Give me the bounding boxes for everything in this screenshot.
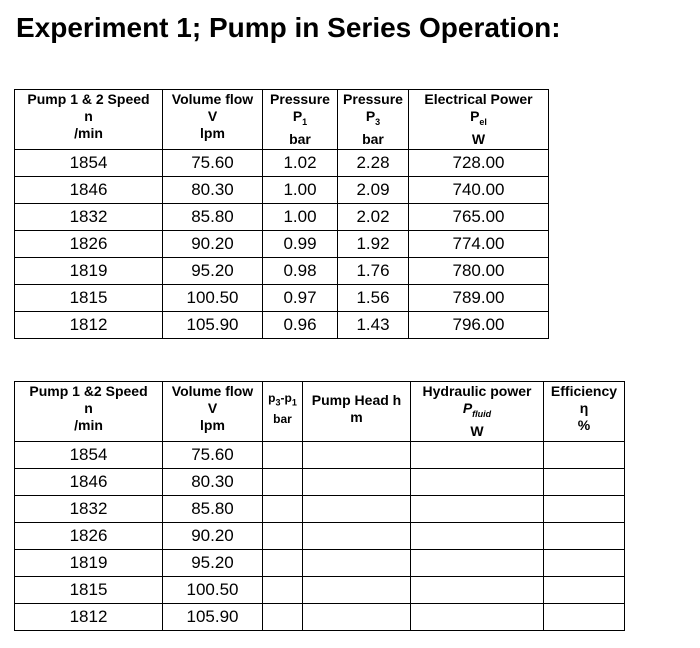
table-cell: 1812 [15, 603, 163, 630]
table-cell[interactable] [544, 468, 625, 495]
table-cell[interactable] [303, 495, 411, 522]
table-cell: 1846 [15, 468, 163, 495]
table-cell[interactable] [544, 441, 625, 468]
table-pump-series-measurements [14, 89, 549, 339]
table-pump-series-calculations [14, 381, 625, 631]
table-cell: 1812 [15, 311, 163, 338]
table-cell: 1815 [15, 576, 163, 603]
table-row [15, 495, 625, 522]
table-row [15, 311, 549, 338]
table-cell[interactable] [263, 549, 303, 576]
table-cell: 90.20 [163, 230, 263, 257]
table-cell: 80.30 [163, 468, 263, 495]
table-cell[interactable] [411, 603, 544, 630]
table-cell[interactable] [303, 576, 411, 603]
header-pressure-difference: $p_3-p_1$ bar [263, 382, 303, 442]
table-cell: 1819 [15, 549, 163, 576]
table-cell: 1815 [15, 284, 163, 311]
table-cell[interactable] [303, 441, 411, 468]
table-cell: 765.00 [409, 203, 549, 230]
header-speed: Pump 1 & 2 Speed n /min [15, 90, 163, 150]
table-cell[interactable] [263, 522, 303, 549]
header-electrical-power: Electrical Power $P_{el}$ W [409, 90, 549, 150]
table-row [15, 257, 549, 284]
table-cell: 2.09 [338, 176, 409, 203]
table-row [15, 441, 625, 468]
table-cell: 75.60 [163, 149, 263, 176]
table-cell: 1.02 [263, 149, 338, 176]
table-cell: 1.92 [338, 230, 409, 257]
table-cell[interactable] [303, 468, 411, 495]
table-cell: 1.76 [338, 257, 409, 284]
header-hydraulic-power: Hydraulic power $P_{fluid}$ W [411, 382, 544, 442]
table-cell[interactable] [544, 576, 625, 603]
table-cell[interactable] [263, 495, 303, 522]
table-cell[interactable] [411, 495, 544, 522]
table-cell: 105.90 [163, 603, 263, 630]
table-cell[interactable] [263, 603, 303, 630]
table-cell: 0.96 [263, 311, 338, 338]
table-cell: 1.43 [338, 311, 409, 338]
table-cell[interactable] [263, 468, 303, 495]
table-row [15, 549, 625, 576]
table-row [15, 468, 625, 495]
table-row [15, 203, 549, 230]
table-cell[interactable] [303, 522, 411, 549]
table-cell: 1819 [15, 257, 163, 284]
table-cell[interactable] [544, 549, 625, 576]
table-cell: 105.90 [163, 311, 263, 338]
table-cell[interactable] [303, 549, 411, 576]
table-header-row [15, 90, 549, 150]
table-header-row [15, 382, 625, 442]
table-row [15, 576, 625, 603]
table-cell: 780.00 [409, 257, 549, 284]
table-cell: 0.97 [263, 284, 338, 311]
table-cell: 1826 [15, 522, 163, 549]
table-cell: 774.00 [409, 230, 549, 257]
table-cell: 95.20 [163, 257, 263, 284]
table-cell: 1.00 [263, 176, 338, 203]
table-cell: 728.00 [409, 149, 549, 176]
table-cell: 1.56 [338, 284, 409, 311]
table-cell: 75.60 [163, 441, 263, 468]
table-cell[interactable] [411, 468, 544, 495]
header-pressure-p1: Pressure $P_1$ bar [263, 90, 338, 150]
table-cell[interactable] [544, 495, 625, 522]
table-cell: 85.80 [163, 495, 263, 522]
table-cell: 80.30 [163, 176, 263, 203]
header-pump-head: Pump Head h m [303, 382, 411, 442]
header-volume-flow: Volume flow V lpm [163, 382, 263, 442]
table-cell: 2.28 [338, 149, 409, 176]
table-cell[interactable] [411, 441, 544, 468]
table-cell: 100.50 [163, 576, 263, 603]
table-cell[interactable] [544, 522, 625, 549]
header-speed: Pump 1 &2 Speed n /min [15, 382, 163, 442]
table-cell[interactable] [411, 522, 544, 549]
table-row [15, 176, 549, 203]
header-pressure-p3: Pressure $P_3$ bar [338, 90, 409, 150]
table-cell: 2.02 [338, 203, 409, 230]
table-cell[interactable] [411, 549, 544, 576]
table-cell: 1832 [15, 203, 163, 230]
table-cell[interactable] [303, 603, 411, 630]
table-cell: 90.20 [163, 522, 263, 549]
table-cell: 100.50 [163, 284, 263, 311]
table-cell: 1826 [15, 230, 163, 257]
table-cell: 740.00 [409, 176, 549, 203]
table-cell: 85.80 [163, 203, 263, 230]
table-cell[interactable] [544, 603, 625, 630]
table-row [15, 522, 625, 549]
header-efficiency: Efficiency η % [544, 382, 625, 442]
table-cell[interactable] [263, 576, 303, 603]
table-cell: 789.00 [409, 284, 549, 311]
table-cell: 796.00 [409, 311, 549, 338]
table-cell: 1854 [15, 441, 163, 468]
table-cell[interactable] [263, 441, 303, 468]
table-cell: 1846 [15, 176, 163, 203]
table-cell: 1832 [15, 495, 163, 522]
table-cell: 0.99 [263, 230, 338, 257]
table-cell[interactable] [411, 576, 544, 603]
table-row [15, 603, 625, 630]
table-row [15, 230, 549, 257]
header-volume-flow: Volume flow V lpm [163, 90, 263, 150]
table-cell: 1.00 [263, 203, 338, 230]
table-cell: 95.20 [163, 549, 263, 576]
page-title: Experiment 1; Pump in Series Operation: [16, 12, 561, 43]
table-cell: 1854 [15, 149, 163, 176]
table-row [15, 284, 549, 311]
table-cell: 0.98 [263, 257, 338, 284]
table-row [15, 149, 549, 176]
